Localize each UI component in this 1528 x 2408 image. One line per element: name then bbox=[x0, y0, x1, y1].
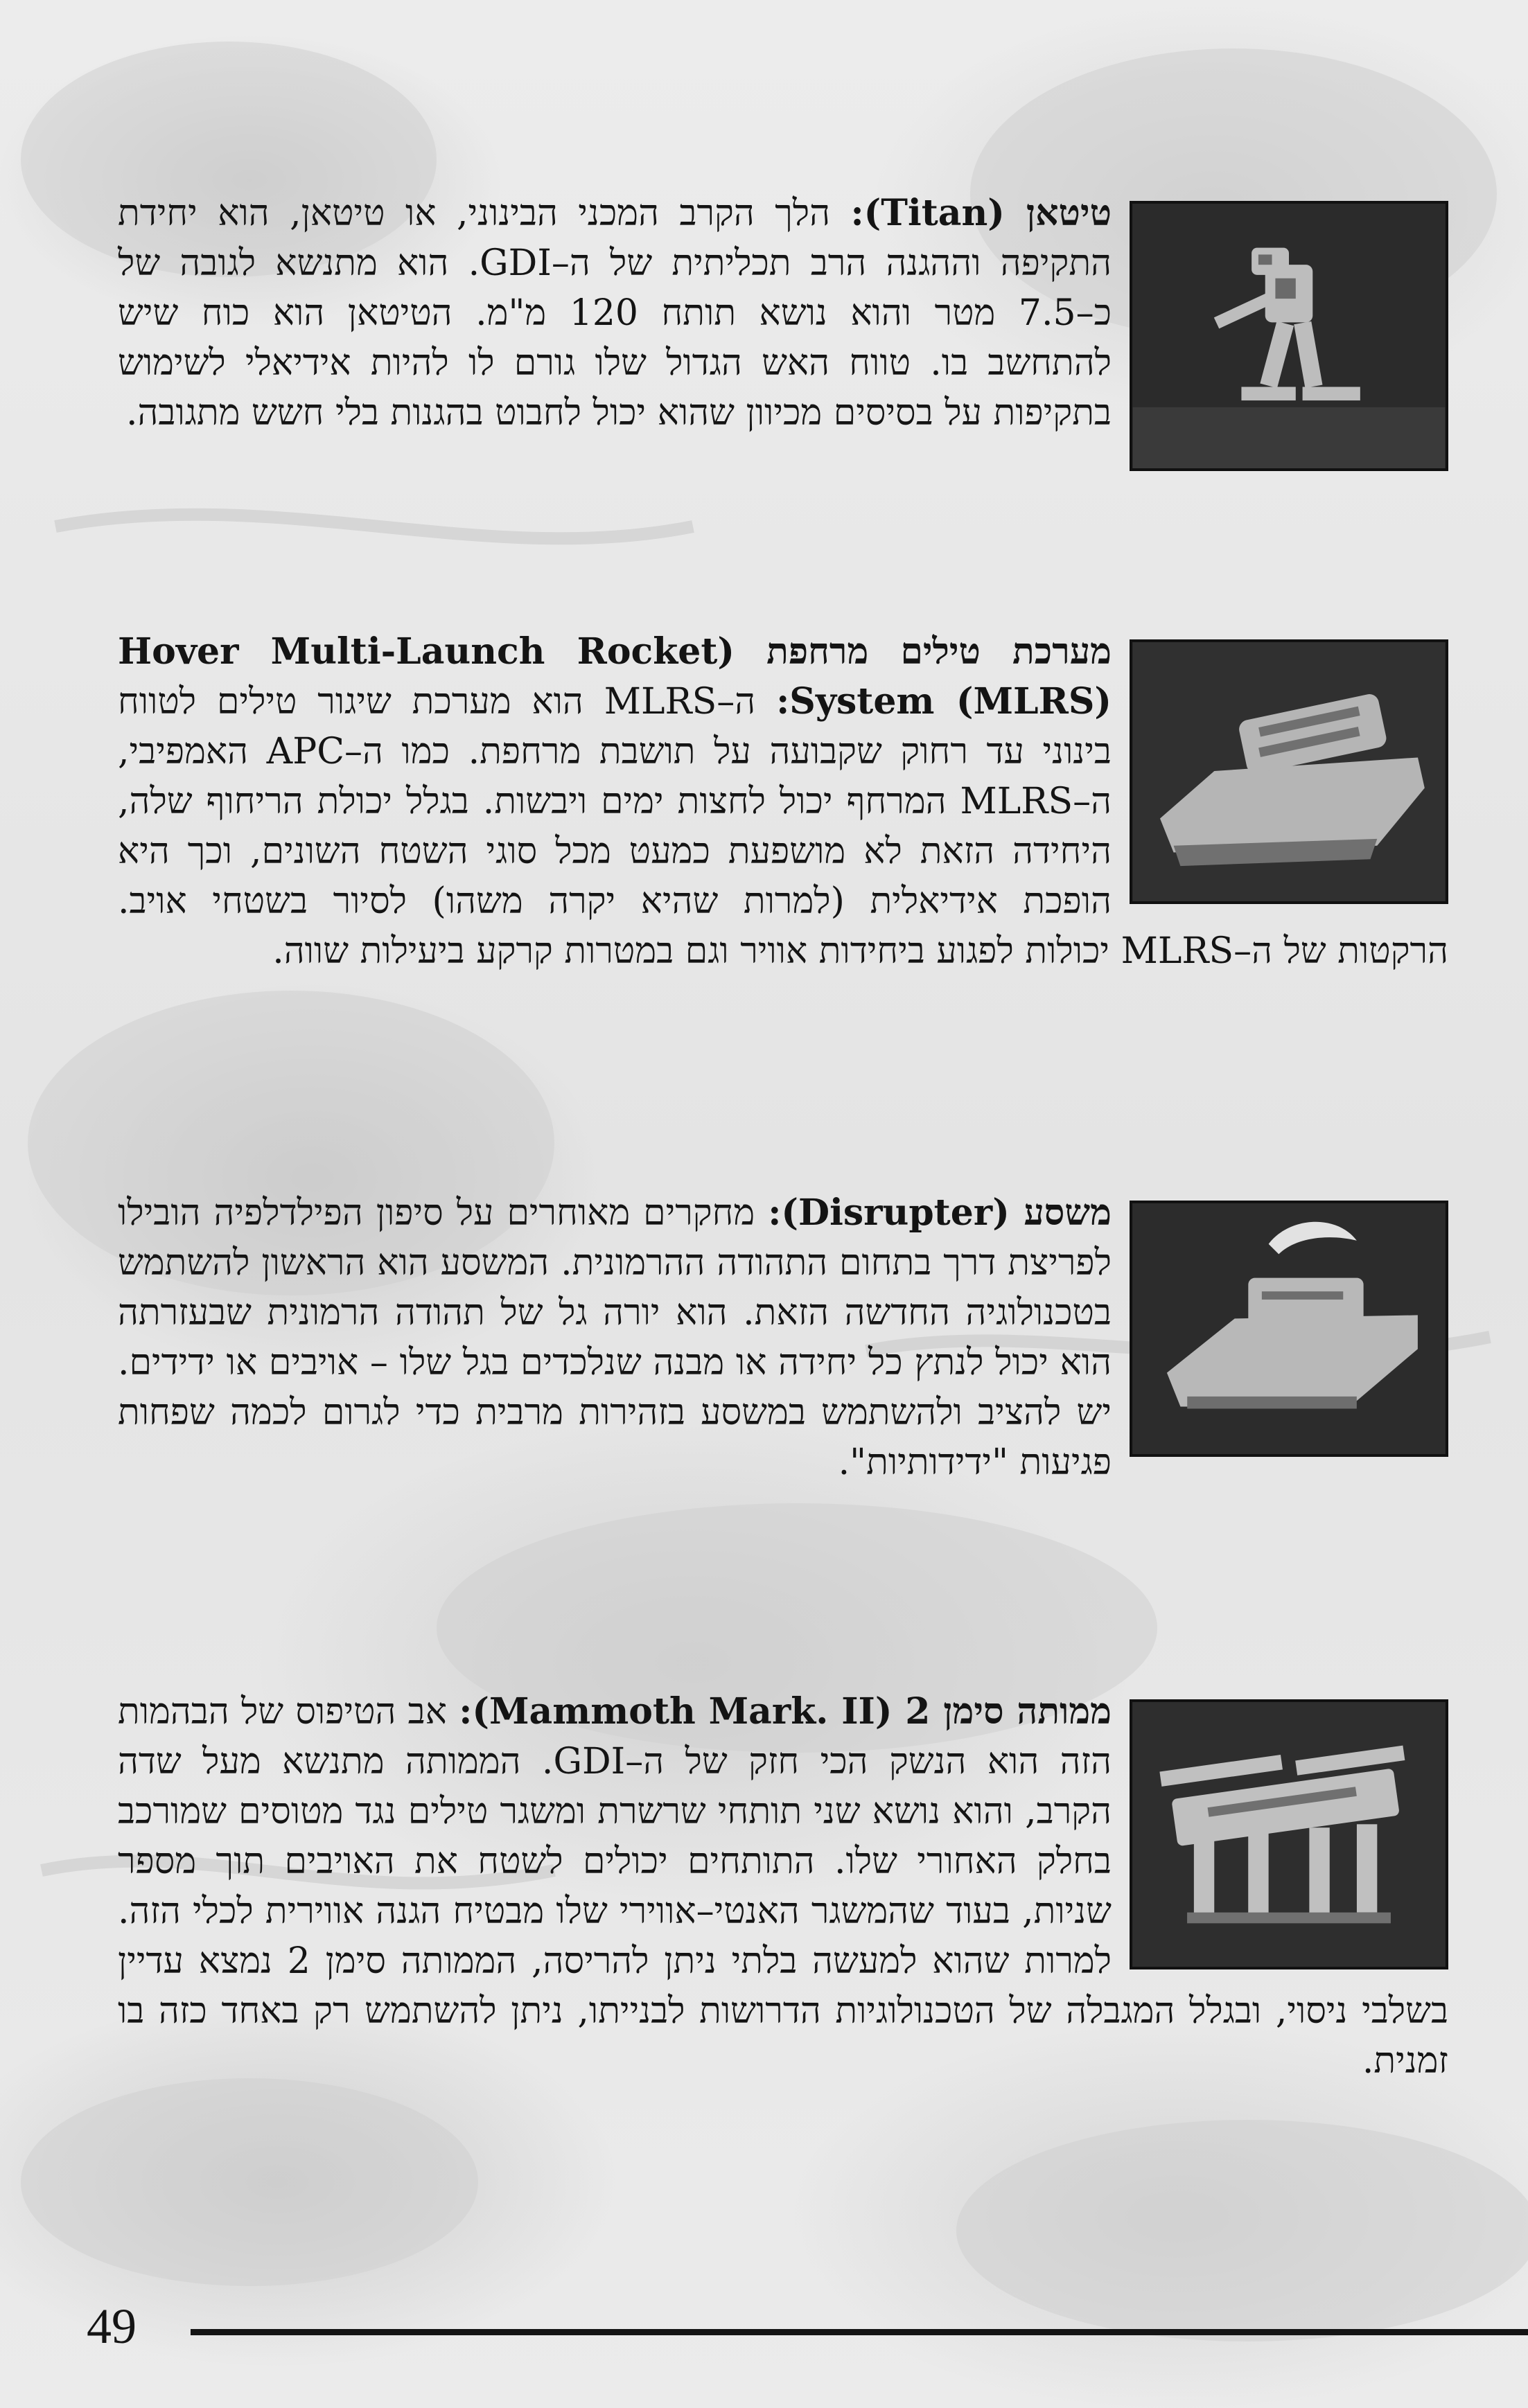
hover-rocket-vehicle-icon bbox=[1132, 642, 1446, 901]
unit-entry-mammoth bbox=[118, 1687, 1448, 2086]
unit-entry-titan bbox=[118, 188, 1448, 471]
disrupter-tank-icon bbox=[1132, 1203, 1446, 1454]
unit-entry-mlrs bbox=[118, 627, 1448, 976]
unit-entry-disrupter bbox=[118, 1188, 1448, 1487]
entry-body: מחקרים מאוחרים על סיפון הפילדלפיה הובילו לפריצת דרך בתחום התהודה ההרמונית. המשסע הוא הראשון להשתמש בטכנולוגיה החדשה הזאת. הוא יורה גל של תהודה הרמונית שבעזרתה הוא יכול לנתץ כל יחידה או מבנה שנלכדים בגל שלו – אויבים או ידידים. יש להציב ולהשתמש במשסע בזהירות מרבית כדי לגרום לכמה שפחות פגיעות "ידידותיות". bbox=[118, 1192, 1112, 1483]
entry-title: טיטאן (Titan): bbox=[850, 192, 1112, 234]
mammoth-image bbox=[1130, 1699, 1448, 1969]
entry-body: ה–MLRS הוא מערכת שיגור טילים לטווח בינוני עד רחוק שקבועה על תושבת מרחפת. כמו ה–APC האמפיבי, ה–MLRS המרחף יכול לחצות ימים ויבשות. בגלל יכולת הריחוף שלה, היחידה הזאת לא מושפעת כמעט מכל סוגי השטח השונים, וכך היא הופכת אידיאלית (למרות שהיא יקרה משהו) לסיור בשטחי אויב. הרקטות של ה–MLRS יכולות לפגוע ביחידות אוויר וגם במטרות קרקע ביעילות שווה. bbox=[118, 681, 1448, 972]
entry-body: אב הטיפוס של הבהמות הזה הוא הנשק הכי חזק של ה–GDI. הממותה מתנשא מעל שדה הקרב, והוא נושא שני תותחי שרשרת ומשגר טילים נגד מטוסים שמורכב בחלק האחורי שלו. התותחים יכולים לשטח את האויבים תוך מספר שניות, בעוד שהמשגר האנטי–אווירי שלו מבטיח הגנה אווירית לכלי הזה. למרות שהוא למעשה בלתי ניתן להריסה, הממותה סימן 2 נמצא עדיין בשלבי ניסוי, ובגלל המגבלה של הטכנולוגיות הדרושות לבנייתו, ניתן להשתמש רק באחד כזה בו זמנית. bbox=[118, 1691, 1448, 2082]
footer-rule bbox=[191, 2329, 1528, 2335]
mammoth-walker-icon bbox=[1132, 1702, 1446, 1967]
entry-title: ממותה סימן 2 (Mammoth Mark. II): bbox=[459, 1690, 1112, 1733]
titan-image bbox=[1130, 201, 1448, 471]
titan-mech-icon bbox=[1132, 204, 1446, 468]
disrupter-image bbox=[1130, 1201, 1448, 1457]
entry-title: משסע (Disrupter): bbox=[768, 1192, 1112, 1234]
entry-body: הלך הקרב המכני הבינוני, או טיטאן, הוא יחידת התקיפה וההגנה הרב תכליתית של ה–GDI. הוא מתנשא לגובה של כ–7.5 מטר והוא נושא תותח 120 מ"מ. הטיטאן הוא כוח שיש להתחשב בו. טווח האש הגדול שלו גורם לו להיות אידיאלי לשימוש בתקיפות על בסיסים מכיוון שהוא יכול לחבוט בהגנות בלי חשש מתגובה. bbox=[118, 193, 1112, 434]
page-number: 49 bbox=[87, 2299, 137, 2354]
mlrs-image bbox=[1130, 639, 1448, 904]
entry-title: מערכת טילים מרחפת (Hover Multi-Launch Rocket System (MLRS): bbox=[118, 630, 1112, 723]
